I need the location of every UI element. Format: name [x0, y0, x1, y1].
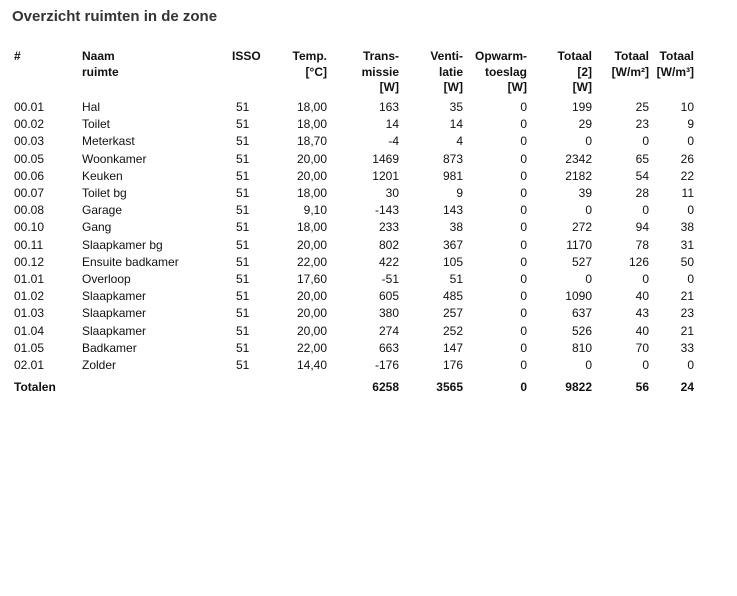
cell-isso: 51	[236, 237, 250, 252]
totals-total-wm3: 24	[680, 380, 694, 395]
header-name: Naam ruimte	[82, 49, 119, 79]
cell-total-wm2: 0	[642, 203, 649, 218]
cell-name: Meterkast	[82, 134, 135, 149]
cell-name: Toilet	[82, 117, 111, 132]
cell-temp: 20,00	[296, 289, 327, 304]
cell-total-wm2: 78	[635, 237, 649, 252]
totals-heating-up: 0	[520, 380, 527, 395]
cell-transmission: 422	[378, 254, 399, 269]
cell-temp: 20,00	[296, 168, 327, 183]
cell-total-wm2: 126	[628, 254, 649, 269]
cell-transmission: 663	[378, 340, 399, 355]
cell-total-wm3: 26	[680, 151, 694, 166]
table-row	[14, 288, 694, 305]
cell-isso: 51	[236, 203, 250, 218]
table-row	[14, 168, 694, 185]
cell-total: 637	[571, 306, 592, 321]
cell-total-wm3: 10	[680, 100, 694, 114]
cell-heating-up: 0	[520, 289, 527, 304]
table-row	[14, 116, 694, 133]
cell-heating-up: 0	[520, 237, 527, 252]
cell-heating-up: 0	[520, 151, 527, 166]
cell-total-wm2: 23	[635, 117, 649, 132]
cell-nr: 01.01	[14, 272, 45, 287]
totals-ventilation: 3565	[436, 380, 463, 395]
cell-nr: 02.01	[14, 358, 45, 373]
table-row	[14, 151, 694, 168]
cell-total: 2182	[565, 168, 592, 183]
cell-total: 199	[571, 100, 592, 114]
cell-isso: 51	[236, 117, 250, 132]
header-isso: ISSO	[232, 49, 261, 63]
cell-total-wm2: 0	[642, 272, 649, 287]
cell-total: 0	[585, 203, 592, 218]
cell-transmission: 1469	[372, 151, 399, 166]
cell-nr: 00.02	[14, 117, 45, 132]
cell-total-wm3: 0	[687, 358, 694, 373]
cell-temp: 17,60	[296, 272, 327, 287]
cell-ventilation: 35	[449, 100, 463, 114]
cell-total-wm2: 65	[635, 151, 649, 166]
cell-ventilation: 105	[442, 254, 463, 269]
cell-total-wm3: 21	[680, 323, 694, 338]
cell-ventilation: 257	[442, 306, 463, 321]
cell-total-wm3: 33	[680, 340, 694, 355]
cell-total-wm2: 70	[635, 340, 649, 355]
table-row	[14, 219, 694, 236]
cell-temp: 18,00	[296, 100, 327, 114]
cell-isso: 51	[236, 323, 250, 338]
cell-total-wm2: 25	[635, 100, 649, 114]
cell-nr: 00.07	[14, 186, 45, 201]
cell-name: Keuken	[82, 168, 123, 183]
table-row	[14, 323, 694, 340]
cell-total-wm3: 21	[680, 289, 694, 304]
cell-temp: 18,00	[296, 186, 327, 201]
cell-temp: 14,40	[296, 358, 327, 373]
cell-total-wm2: 94	[635, 220, 649, 235]
cell-total: 39	[578, 186, 592, 201]
cell-ventilation: 51	[449, 272, 463, 287]
cell-name: Slaapkamer	[82, 289, 147, 304]
cell-total-wm2: 54	[635, 168, 649, 183]
cell-heating-up: 0	[520, 306, 527, 321]
cell-total: 1090	[565, 289, 592, 304]
cell-transmission: -143	[374, 203, 399, 218]
cell-name: Gang	[82, 220, 112, 235]
cell-temp: 22,00	[296, 254, 327, 269]
cell-total-wm3: 0	[687, 272, 694, 287]
header-total-wm3: Totaal [W/m³]	[656, 49, 694, 79]
header-heating-up: Opwarm- toeslag [W]	[474, 49, 527, 94]
cell-nr: 00.03	[14, 134, 45, 149]
cell-isso: 51	[236, 168, 250, 183]
cell-ventilation: 147	[442, 340, 463, 355]
cell-isso: 51	[236, 289, 250, 304]
totals-total-wm2: 56	[635, 380, 649, 395]
totals-label: Totalen	[14, 380, 56, 395]
cell-isso: 51	[236, 254, 250, 269]
cell-temp: 18,00	[296, 117, 327, 132]
cell-temp: 9,10	[303, 203, 327, 218]
cell-nr: 01.05	[14, 340, 45, 355]
cell-heating-up: 0	[520, 168, 527, 183]
table-row	[14, 237, 694, 254]
header-ventilation: Venti- latie [W]	[430, 49, 463, 94]
table-header-row	[14, 49, 694, 99]
cell-total-wm3: 22	[680, 168, 694, 183]
cell-nr: 01.03	[14, 306, 45, 321]
totals-total: 9822	[565, 380, 592, 395]
cell-transmission: 380	[378, 306, 399, 321]
cell-nr: 00.10	[14, 220, 45, 235]
cell-nr: 01.04	[14, 323, 45, 338]
cell-total: 0	[585, 272, 592, 287]
cell-isso: 51	[236, 151, 250, 166]
cell-name: Hal	[82, 100, 101, 114]
cell-temp: 20,00	[296, 151, 327, 166]
cell-total: 1170	[566, 237, 592, 252]
cell-nr: 00.05	[14, 151, 45, 166]
cell-transmission: 274	[378, 323, 399, 338]
cell-total: 0	[585, 134, 592, 149]
cell-total: 810	[571, 340, 592, 355]
cell-name: Ensuite badkamer	[82, 254, 179, 269]
cell-ventilation: 252	[442, 323, 463, 338]
cell-temp: 22,00	[296, 340, 327, 355]
cell-temp: 18,70	[296, 134, 327, 149]
cell-isso: 51	[236, 306, 250, 321]
cell-total: 2342	[565, 151, 592, 166]
cell-isso: 51	[236, 134, 250, 149]
cell-transmission: 233	[378, 220, 399, 235]
table-row	[14, 340, 694, 357]
cell-name: Slaapkamer	[82, 306, 147, 321]
cell-ventilation: 4	[456, 134, 463, 149]
cell-total-wm2: 0	[642, 134, 649, 149]
cell-transmission: -51	[381, 272, 399, 287]
table-row	[14, 271, 694, 288]
rooms-table	[14, 49, 694, 400]
cell-transmission: -4	[388, 134, 399, 149]
cell-total: 526	[571, 323, 592, 338]
cell-ventilation: 14	[449, 117, 463, 132]
table-row	[14, 99, 694, 116]
cell-name: Zolder	[82, 358, 117, 373]
table-row	[14, 305, 694, 322]
cell-temp: 20,00	[296, 306, 327, 321]
cell-total-wm3: 0	[687, 134, 694, 149]
cell-nr: 00.08	[14, 203, 45, 218]
cell-total-wm3: 0	[687, 203, 694, 218]
cell-isso: 51	[236, 186, 250, 201]
cell-isso: 51	[236, 220, 250, 235]
cell-temp: 18,00	[296, 220, 327, 235]
cell-nr: 00.01	[14, 100, 45, 114]
cell-total-wm2: 40	[635, 323, 649, 338]
cell-total: 0	[585, 358, 592, 373]
cell-total-wm3: 38	[680, 220, 694, 235]
page-title: Overzicht ruimten in de zone	[12, 8, 218, 25]
cell-transmission: 14	[385, 117, 399, 132]
table-row	[14, 357, 694, 374]
header-nr: #	[14, 49, 21, 63]
header-temp: Temp. [°C]	[292, 49, 327, 79]
cell-transmission: -176	[374, 358, 399, 373]
totals-transmission: 6258	[372, 380, 399, 395]
cell-heating-up: 0	[520, 186, 527, 201]
cell-ventilation: 176	[442, 358, 463, 373]
cell-heating-up: 0	[520, 117, 527, 132]
cell-name: Toilet bg	[82, 186, 127, 201]
cell-name: Woonkamer	[82, 151, 147, 166]
cell-ventilation: 485	[442, 289, 463, 304]
cell-total-wm2: 0	[642, 358, 649, 373]
cell-heating-up: 0	[520, 203, 527, 218]
cell-isso: 51	[236, 100, 250, 114]
cell-ventilation: 873	[442, 151, 463, 166]
cell-total-wm2: 28	[635, 186, 649, 201]
cell-name: Garage	[82, 203, 123, 218]
cell-name: Slaapkamer	[82, 323, 147, 338]
cell-temp: 20,00	[296, 237, 327, 252]
cell-total-wm3: 50	[680, 254, 694, 269]
table-row	[14, 254, 694, 271]
cell-ventilation: 367	[442, 237, 463, 252]
cell-total-wm2: 43	[635, 306, 649, 321]
cell-isso: 51	[236, 272, 250, 287]
cell-total-wm2: 40	[635, 289, 649, 304]
cell-total: 272	[571, 220, 592, 235]
cell-heating-up: 0	[520, 358, 527, 373]
cell-name: Badkamer	[82, 340, 137, 355]
cell-total-wm3: 11	[681, 186, 694, 201]
cell-transmission: 30	[385, 186, 399, 201]
cell-nr: 00.12	[14, 254, 45, 269]
cell-nr: 01.02	[14, 289, 45, 304]
cell-name: Slaapkamer bg	[82, 237, 163, 252]
cell-total: 29	[578, 117, 592, 132]
table-row	[14, 202, 694, 219]
cell-isso: 51	[236, 340, 250, 355]
cell-total-wm3: 31	[680, 237, 694, 252]
cell-heating-up: 0	[520, 340, 527, 355]
totals-row	[14, 374, 694, 400]
cell-transmission: 163	[378, 100, 399, 114]
cell-transmission: 605	[378, 289, 399, 304]
cell-isso: 51	[236, 358, 250, 373]
cell-transmission: 1201	[372, 168, 399, 183]
cell-heating-up: 0	[520, 272, 527, 287]
cell-ventilation: 143	[442, 203, 463, 218]
cell-total-wm3: 9	[687, 117, 694, 132]
table-row	[14, 185, 694, 202]
cell-ventilation: 38	[449, 220, 463, 235]
header-total: Totaal [2] [W]	[557, 49, 592, 94]
cell-heating-up: 0	[520, 323, 527, 338]
cell-transmission: 802	[378, 237, 399, 252]
cell-nr: 00.06	[14, 168, 45, 183]
cell-total-wm3: 23	[680, 306, 694, 321]
cell-total: 527	[571, 254, 592, 269]
cell-name: Overloop	[82, 272, 131, 287]
cell-heating-up: 0	[520, 100, 527, 114]
cell-nr: 00.11	[14, 237, 44, 252]
header-total-wm2: Totaal [W/m²]	[611, 49, 649, 79]
table-row	[14, 133, 694, 150]
header-transmission: Trans- missie [W]	[361, 49, 399, 94]
cell-heating-up: 0	[520, 220, 527, 235]
cell-ventilation: 981	[442, 168, 463, 183]
cell-temp: 20,00	[296, 323, 327, 338]
cell-heating-up: 0	[520, 254, 527, 269]
cell-ventilation: 9	[456, 186, 463, 201]
cell-heating-up: 0	[520, 134, 527, 149]
